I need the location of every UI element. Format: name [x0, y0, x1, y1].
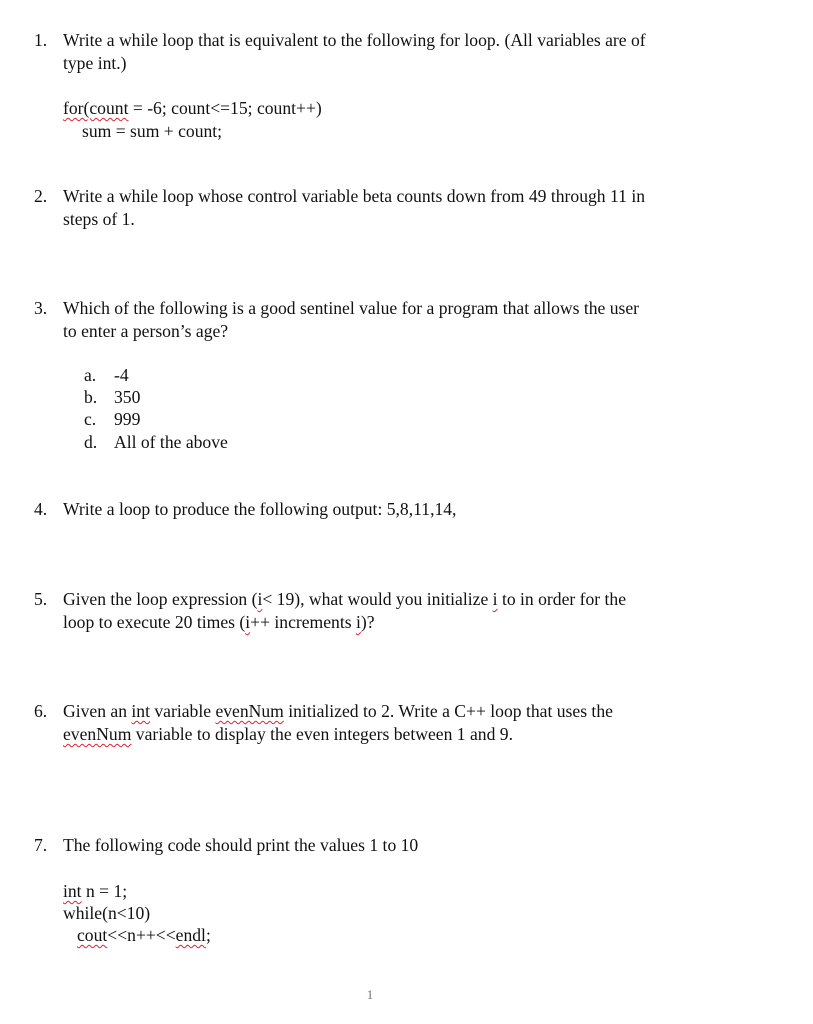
text-run: )?	[360, 612, 375, 632]
q3-option-b-label: b.	[84, 387, 98, 407]
q3-text-line1: Which of the following is a good sentinel value for a program that allows the user	[63, 298, 640, 318]
q3-option-c-text: 999	[114, 409, 141, 429]
q7-text: The following code should print the values 1 to 10	[63, 835, 419, 855]
q5-number: 5.	[34, 589, 48, 609]
q3-option-d-text: All of the above	[114, 432, 228, 452]
text-run: loop to execute 20 times (	[63, 612, 246, 632]
spellcheck-word: for(count	[63, 98, 129, 118]
spellcheck-word: int	[131, 701, 150, 721]
spellcheck-word: i	[492, 589, 498, 609]
spellcheck-word: cout	[77, 925, 108, 945]
code-text: ;	[205, 925, 211, 945]
q1-text-line2: type int.)	[63, 53, 127, 73]
q6-text-line1	[63, 700, 613, 722]
q5-text-line1	[63, 588, 626, 610]
q3-number: 3.	[34, 298, 48, 318]
q7-code-line3	[77, 924, 211, 946]
q3-option-a-label: a.	[84, 365, 97, 385]
q5-text-line2	[63, 611, 375, 633]
spellcheck-word: i	[245, 612, 251, 632]
q3-option-c-label: c.	[84, 409, 97, 429]
text-run: initialized to 2. Write a C++ loop that uses the	[283, 701, 613, 721]
text-run: < 19), what would you initialize	[262, 589, 493, 609]
q6-number: 6.	[34, 701, 48, 721]
q4-text: Write a loop to produce the following output: 5,8,11,14,	[63, 499, 457, 519]
q1-number: 1.	[34, 30, 48, 50]
code-text: <<n++<<	[107, 925, 176, 945]
page-number: 1	[366, 987, 374, 1002]
text-run: variable to display the even integers between 1 and 9.	[131, 724, 513, 744]
q1-code-line2: sum = sum + count;	[82, 121, 223, 141]
q2-number: 2.	[34, 186, 48, 206]
text-run: Given the loop expression (	[63, 589, 258, 609]
q3-option-b-text: 350	[114, 387, 141, 407]
q7-code-line1	[63, 880, 127, 902]
q3-option-a-text: -4	[114, 365, 129, 385]
text-run: variable	[149, 701, 216, 721]
q3-option-d-label: d.	[84, 432, 98, 452]
q4-number: 4.	[34, 499, 48, 519]
spellcheck-word: int	[63, 881, 82, 901]
spellcheck-word: evenNum	[215, 701, 284, 721]
text-run: ++ increments	[250, 612, 356, 632]
code-text: = -6; count<=15; count++)	[128, 98, 322, 118]
q3-text-line2: to enter a person’s age?	[63, 321, 229, 341]
code-text: n = 1;	[81, 881, 128, 901]
q2-text-line2: steps of 1.	[63, 209, 135, 229]
q2-text-line1: Write a while loop whose control variable beta counts down from 49 through 11 in	[63, 186, 646, 206]
spellcheck-word: endl	[175, 925, 206, 945]
q1-text-line1: Write a while loop that is equivalent to the following for loop. (All variables are of	[63, 30, 646, 50]
text-run: to in order for the	[497, 589, 627, 609]
q6-text-line2	[63, 723, 513, 745]
q1-code-line1	[63, 97, 322, 119]
text-run: Given an	[63, 701, 132, 721]
q7-code-line2: while(n<10)	[63, 903, 151, 923]
q7-number: 7.	[34, 835, 48, 855]
spellcheck-word: i	[355, 612, 361, 632]
spellcheck-word: evenNum	[63, 724, 132, 744]
spellcheck-word: i	[257, 589, 263, 609]
